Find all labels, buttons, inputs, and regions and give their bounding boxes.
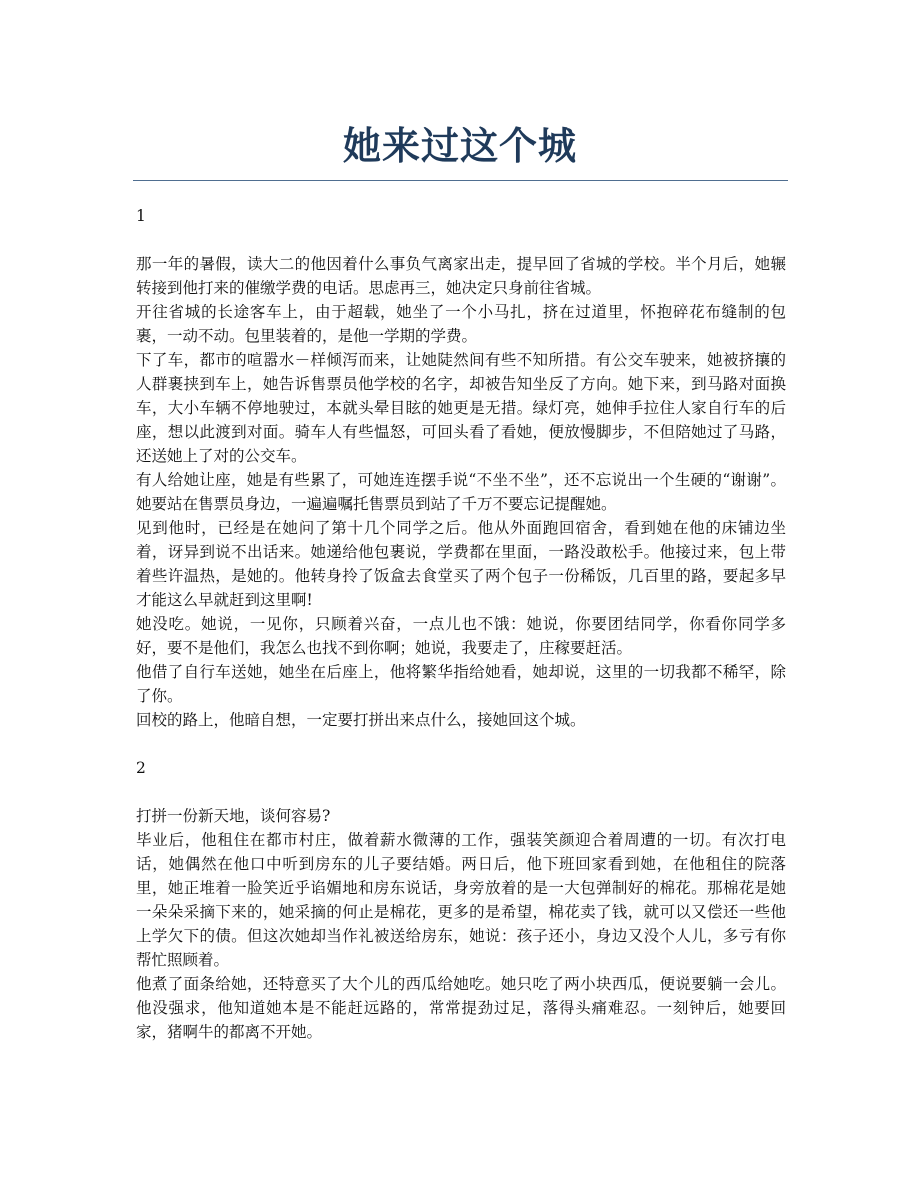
paragraph: 开往省城的长途客车上，由于超载，她坐了一个小马扎，挤在过道里，怀抱碎花布缝制的包裹，一动不动。包里装着的，是他一学期的学费。 (136, 303, 786, 345)
title-divider (133, 180, 788, 181)
section-2 (136, 756, 786, 1044)
paragraph: 见到他时，已经是在她问了第十几个同学之后。他从外面跑回宿舍，看到她在他的床铺边坐着，讶异到说不出话来。她递给他包裹说，学费都在里面，一路没敢松手。他接过来，包上带着些许温热，是她的。他转身拎了饭盒去食堂买了两个包子一份稀饭，几百里的路，要起多早才能这么早就赶到这里啊! (136, 519, 786, 609)
paragraph: 他借了自行车送她，她坐在后座上，他将繁华指给她看，她却说，这里的一切我都不稀罕，除了你。 (136, 663, 786, 705)
paragraph: 有人给她让座，她是有些累了，可她连连摆手说“不坐不坐”，还不忘说出一个生硬的“谢谢”。她要站在售票员身边，一遍遍嘱托售票员到站了千万不要忘记提醒她。 (136, 471, 786, 513)
paragraph: 那一年的暑假，读大二的他因着什么事负气离家出走，提早回了省城的学校。半个月后，她辗转接到他打来的催缴学费的电话。思虑再三，她决定只身前往省城。 (136, 255, 786, 297)
paragraph: 打拼一份新天地，谈何容易? (136, 807, 331, 825)
section-1 (136, 204, 786, 732)
paragraph: 下了车，都市的喧嚣水－样倾泻而来，让她陡然间有些不知所措。有公交车驶来，她被挤攘的人群裹挟到车上，她告诉售票员他学校的名字，却被告知坐反了方向。她下来，到马路对面换车，大小车辆不停地驶过，本就头晕目眩的她更是无措。绿灯亮，她伸手拉住人家自行车的后座，想以此渡到对面。骑车人有些愠怒，可回头看了看她，便放慢脚步，不但陪她过了马路，还送她上了对的公交车。 (136, 351, 786, 465)
paragraph: 回校的路上，他暗自想，一定要打拼出来点什么，接她回这个城。 (136, 711, 586, 729)
section-number: 2 (136, 759, 146, 777)
section-number: 1 (136, 207, 146, 225)
article-body (136, 204, 786, 1044)
paragraph: 毕业后，他租住在都市村庄，做着薪水微薄的工作，强装笑颜迎合着周遭的一切。有次打电话，她偶然在他口中听到房东的儿子要结婚。两日后，他下班回家看到她，在他租住的院落里，她正堆着一脸笑近乎谄媚地和房东说话，身旁放着的是一大包弹制好的棉花。那棉花是她一朵朵采摘下来的，她采摘的何止是棉花，更多的是希望，棉花卖了钱，就可以又偿还一些他上学欠下的债。但这次她却当作礼被送给房东，她说：孩子还小，身边又没个人儿，多亏有你帮忙照顾着。 (136, 831, 786, 969)
paragraph: 他煮了面条给她，还特意买了大个儿的西瓜给她吃。她只吃了两小块西瓜，便说要躺一会儿。他没强求，他知道她本是不能赶远路的，常常提劲过足，落得头痛难忍。一刻钟后，她要回家，猪啊牛的都离不开她。 (136, 975, 786, 1041)
page-title: 她来过这个城 (342, 124, 577, 168)
paragraph: 她没吃。她说，一见你，只顾着兴奋，一点儿也不饿：她说，你要团结同学，你看你同学多好，要不是他们，我怎么也找不到你啊；她说，我要走了，庄稼要赶活。 (136, 615, 786, 657)
